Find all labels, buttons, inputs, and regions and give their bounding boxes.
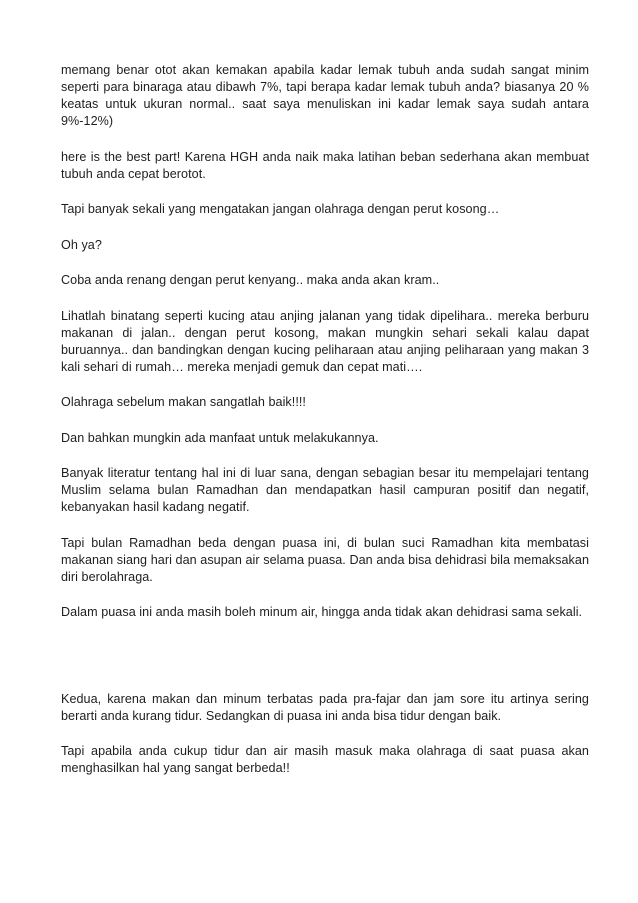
paragraph-oh-ya: Oh ya? <box>61 237 102 252</box>
paragraph-benefits: Dan bahkan mungkin ada manfaat untuk melakukannya. <box>61 430 379 445</box>
blank-gap <box>61 640 589 691</box>
document-body <box>61 62 589 796</box>
paragraph-empty-stomach: Tapi banyak sekali yang mengatakan jangan olahraga dengan perut kosong… <box>61 202 500 216</box>
paragraph-best-part: here is the best part! Karena HGH anda naik maka latihan beban sederhana akan membuat tubuh anda cepat berotot. <box>61 149 589 181</box>
paragraph-ramadhan: Tapi bulan Ramadhan beda dengan puasa ini, di bulan suci Ramadhan kita membatasi makanan siang hari dan asupan air selama puasa. Dan anda bisa dehidrasi bila memaksakan diri berolahraga. <box>61 535 589 584</box>
paragraph-literature: Banyak literatur tentang hal ini di luar sana, dengan sebagian besar itu mempelajari tentang Muslim selama bulan Ramadhan dan mendapatkan hasil campuran positif dan negatif, kebanyakan hasil kadang negatif. <box>61 466 589 514</box>
paragraph-exercise-before-eating: Olahraga sebelum makan sangatlah baik!!!! <box>61 395 306 409</box>
paragraph-conclusion: Tapi apabila anda cukup tidur dan air masih masuk maka olahraga di saat puasa akan menghasilkan hal yang sangat berbeda!! <box>61 744 589 775</box>
paragraph-sleep: Kedua, karena makan dan minum terbatas pada pra-fajar dan jam sore itu artinya sering berarti anda kurang tidur. Sedangkan di puasa ini anda bisa tidur dengan baik. <box>61 691 589 723</box>
paragraph-body-fat: memang benar otot akan kemakan apabila kadar lemak tubuh anda sudah sangat minim seperti para binaraga atau dibawh 7%, tapi berapa kadar lemak tubuh anda? biasanya 20 % keatas untuk ukuran normal.. saat saya menuliskan ini kadar lemak saya sudah antara 9%-12%) <box>61 63 589 128</box>
paragraph-drink-water: Dalam puasa ini anda masih boleh minum air, hingga anda tidak akan dehidrasi sama sekali. <box>61 605 583 619</box>
paragraph-swimming: Coba anda renang dengan perut kenyang.. maka anda akan kram.. <box>61 273 440 287</box>
paragraph-animals: Lihatlah binatang seperti kucing atau anjing jalanan yang tidak dipelihara.. mereka berburu makanan di jalan.. dengan perut kosong, makan mungkin sehari sekali kalau dapat buruannya.. dan bandingkan dengan kucing peliharaan atau anjing peliharaan yang makan 3 kali sehari di rumah… mereka menjadi gemuk dan cepat mati…. <box>61 308 589 374</box>
